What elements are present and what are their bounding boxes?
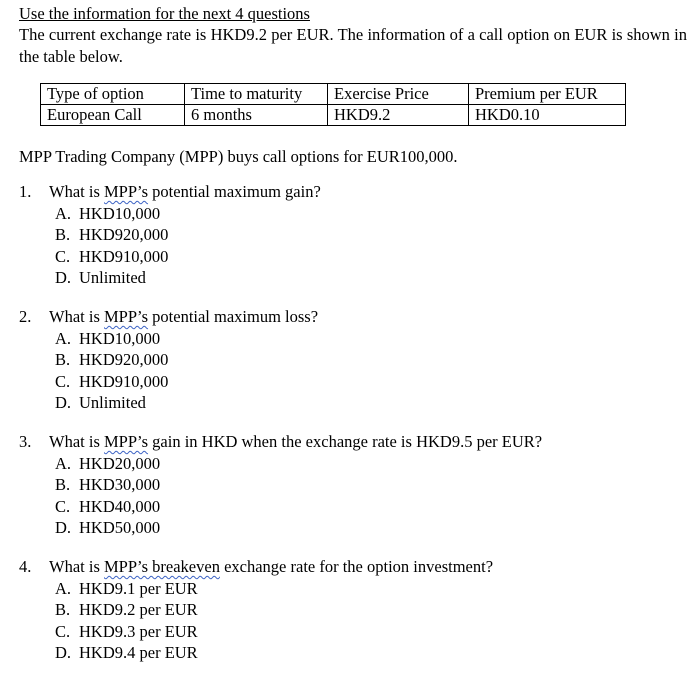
question-number: 3. [19,432,32,451]
answer-option: D. Unlimited [55,268,146,287]
question-2 [19,306,689,414]
table-header-cell: Premium per EUR [469,84,626,105]
spellcheck-underline: MPP’s [104,182,149,201]
question-4 [19,556,689,664]
table-cell: 6 months [185,105,328,126]
question-number: 1. [19,182,32,201]
answer-option: B. HKD920,000 [55,350,169,369]
intro-paragraph: The current exchange rate is HKD9.2 per EUR. The information of a call option on EUR is shown in the table below. [19,25,687,66]
answer-option: B. HKD30,000 [55,475,161,494]
table-cell: HKD0.10 [469,105,626,126]
spellcheck-underline: MPP’s [104,307,149,326]
question-number: 4. [19,557,32,576]
table-header-cell: Type of option [41,84,185,105]
instructions-heading: Use the information for the next 4 questions [19,4,310,23]
table-row [41,105,626,126]
question-1 [19,181,689,289]
table-cell: HKD9.2 [328,105,469,126]
question-text: What is MPP’s potential maximum gain? [49,182,321,201]
spellcheck-underline: MPP’s breakeven [104,557,220,576]
spellcheck-underline: MPP’s [104,432,149,451]
answer-option: A. HKD20,000 [55,453,161,473]
table-header-cell: Time to maturity [185,84,328,105]
answer-option: D. HKD9.4 per EUR [55,643,198,662]
answer-option: C. HKD910,000 [55,246,169,266]
option-info-table [40,83,626,126]
question-3 [19,431,689,539]
table-header-cell: Exercise Price [328,84,469,105]
answer-option: D. Unlimited [55,393,146,412]
answer-option: A. HKD9.1 per EUR [55,578,198,598]
question-text: What is MPP’s breakeven exchange rate for the option investment? [49,557,494,576]
answer-option: C. HKD40,000 [55,496,161,516]
table-header-row [41,84,626,105]
answer-option: B. HKD9.2 per EUR [55,600,198,619]
answer-option: B. HKD920,000 [55,225,169,244]
question-text: What is MPP’s potential maximum loss? [49,307,319,326]
question-text: What is MPP’s gain in HKD when the exchange rate is HKD9.5 per EUR? [49,432,543,451]
answer-option: A. HKD10,000 [55,328,161,348]
answer-option: D. HKD50,000 [55,518,161,537]
scenario-statement: MPP Trading Company (MPP) buys call options for EUR100,000. [19,147,458,166]
question-number: 2. [19,307,32,326]
answer-option: C. HKD9.3 per EUR [55,621,198,641]
answer-option: C. HKD910,000 [55,371,169,391]
table-cell: European Call [41,105,185,126]
answer-option: A. HKD10,000 [55,203,161,223]
